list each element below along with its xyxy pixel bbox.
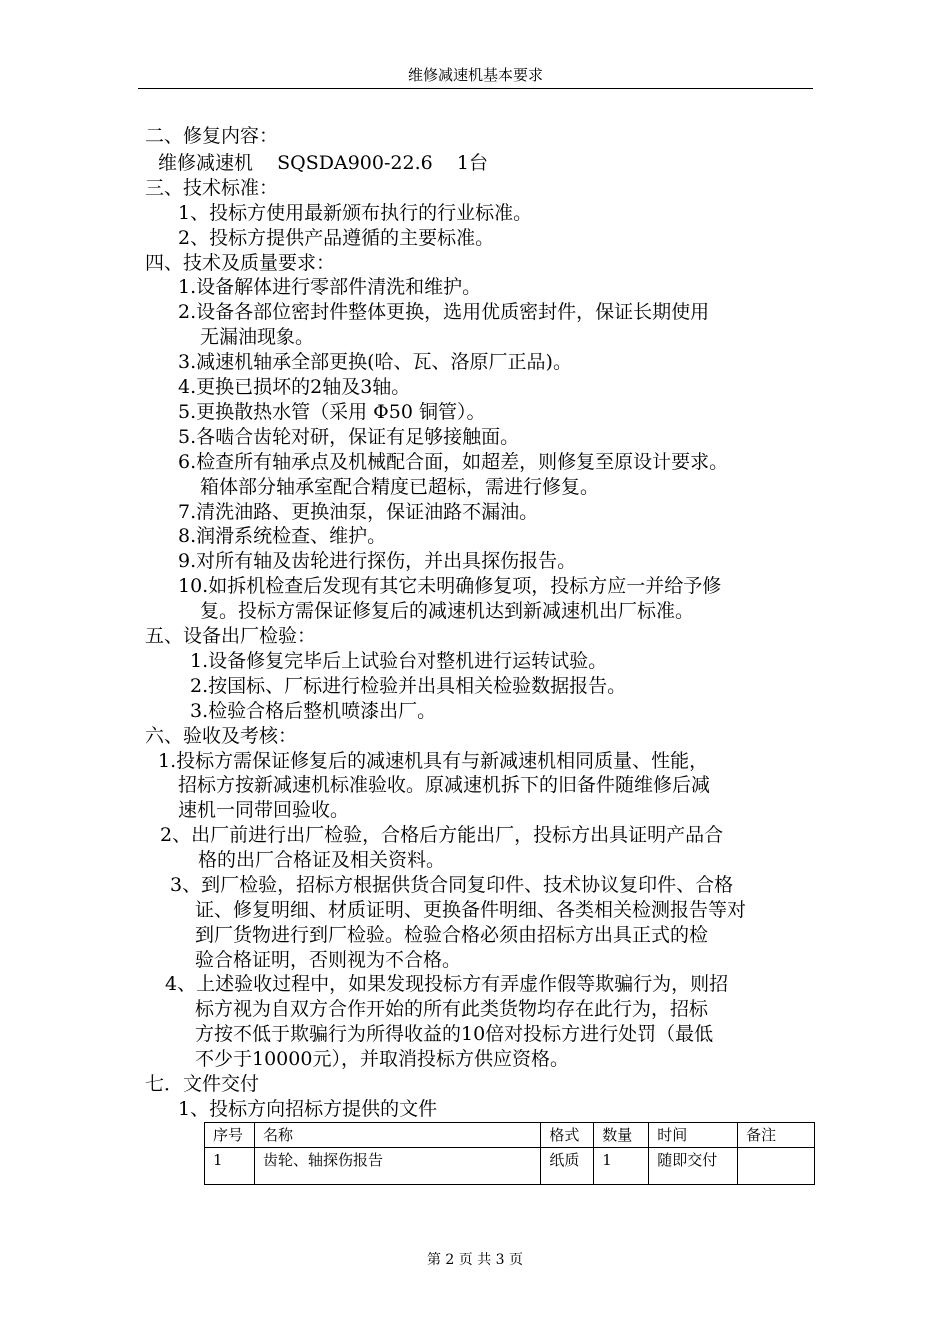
list-item: 1、投标方使用最新颁布执行的行业标准。 [178,202,533,224]
list-item: 4.更换已损坏的2轴及3轴。 [178,376,411,398]
list-item: 7.清洗油路、更换油泵，保证油路不漏油。 [178,501,539,523]
list-item-continuation: 验合格证明，否则视为不合格。 [195,949,462,971]
list-item-continuation: 箱体部分轴承室配合精度已超标，需进行修复。 [200,476,600,498]
list-item: 3、到厂检验，招标方根据供货合同复印件、技术协议复印件、合格 [170,874,734,896]
list-item: 2、投标方提供产品遵循的主要标准。 [178,227,495,249]
section-heading: 二、修复内容： [145,125,279,147]
list-item-continuation: 无漏油现象。 [200,326,315,348]
list-item: 1.设备修复完毕后上试验台对整机进行运转试验。 [190,650,608,672]
list-item-continuation: 到厂货物进行到厂检验。检验合格必须由招标方出具正式的检 [195,924,709,946]
repair-item: 维修减速机 SQSDA900-22.6 1台 [158,152,488,174]
list-item-continuation: 复。投标方需保证修复后的减速机达到新减速机出厂标准。 [200,600,695,622]
list-item: 3.检验合格后整机喷漆出厂。 [190,700,437,722]
section-heading: 六、验收及考核： [145,725,298,747]
list-item: 5.更换散热水管（采用 Φ50 铜管）。 [178,401,486,423]
list-item: 2.设备各部位密封件整体更换，选用优质密封件，保证长期使用 [178,301,710,323]
list-item: 5.各啮合齿轮对研，保证有足够接触面。 [178,426,520,448]
list-item: 8.润滑系统检查、维护。 [178,525,387,547]
list-item-continuation: 方按不低于欺骗行为所得收益的10倍对投标方进行处罚（最低 [195,1023,714,1045]
list-item: 10.如拆机检查后发现有其它未明确修复项，投标方应一并给予修 [178,575,722,597]
deliverables-table [204,1122,815,1185]
table-row [205,1148,815,1185]
section-heading: 五、设备出厂检验： [145,625,317,647]
list-item: 9.对所有轴及齿轮进行探伤，并出具探伤报告。 [178,550,577,572]
table-header-cell: 序号 [205,1123,255,1148]
list-item: 1.设备解体进行零部件清洗和维护。 [178,276,482,298]
page-header-title: 维修减速机基本要求 [407,66,543,84]
section-heading: 七．文件交付 [145,1073,260,1095]
table-header-cell: 时间 [649,1123,738,1148]
section-heading: 三、技术标准： [145,177,279,199]
page-number: 第 2 页 共 3 页 [426,1252,524,1268]
header-divider [138,88,813,89]
list-item-continuation: 标方视为自双方合作开始的所有此类货物均存在此行为，招标 [195,998,709,1020]
table-cell: 随即交付 [649,1148,738,1185]
table-header-row [205,1123,815,1148]
list-item: 1.投标方需保证修复后的减速机具有与新减速机相同质量、性能， [158,750,709,772]
list-item-continuation: 招标方按新减速机标准验收。原减速机拆下的旧备件随维修后减 [178,774,711,796]
table-cell [738,1148,815,1185]
list-item-continuation: 格的出厂合格证及相关资料。 [198,849,446,871]
list-item: 3.减速机轴承全部更换(哈、瓦、洛原厂正品)。 [178,351,572,373]
table-header-cell: 名称 [254,1123,540,1148]
section-heading: 四、技术及质量要求： [145,252,336,274]
table-cell: 1 [205,1148,255,1185]
list-item-continuation: 不少于10000元），并取消投标方供应资格。 [195,1048,569,1070]
list-item-continuation: 速机一同带回验收。 [178,799,350,821]
table-cell: 1 [594,1148,649,1185]
table-cell: 纸质 [541,1148,594,1185]
list-item-continuation: 证、修复明细、材质证明、更换备件明细、各类相关检测报告等对 [195,899,747,921]
list-item: 2、出厂前进行出厂检验，合格后方能出厂，投标方出具证明产品合 [160,824,724,846]
table-cell: 齿轮、轴探伤报告 [254,1148,540,1185]
table-header-cell: 格式 [541,1123,594,1148]
table-header-cell: 备注 [738,1123,815,1148]
list-item: 1、投标方向招标方提供的文件 [178,1098,438,1120]
table-header-cell: 数量 [594,1123,649,1148]
list-item: 6.检查所有轴承点及机械配合面，如超差，则修复至原设计要求。 [178,451,729,473]
list-item: 2.按国标、厂标进行检验并出具相关检验数据报告。 [190,675,627,697]
list-item: 4、上述验收过程中，如果发现投标方有弄虚作假等欺骗行为，则招 [165,973,729,995]
